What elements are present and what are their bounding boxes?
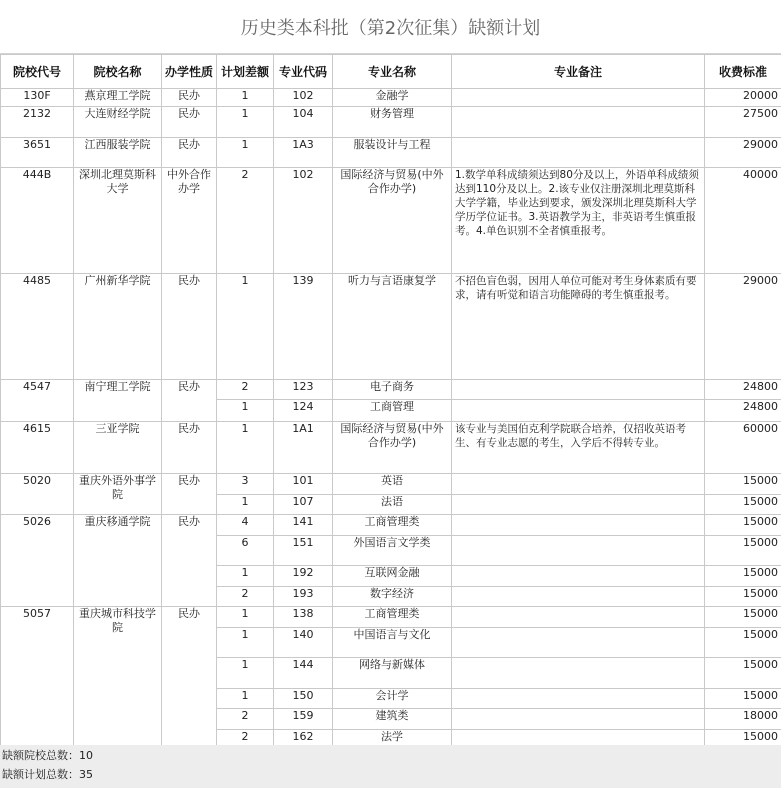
cell-plan-gap: 1	[217, 138, 274, 168]
cell-major-name: 金融学	[333, 89, 452, 107]
cell-major-name: 工商管理类	[333, 607, 452, 628]
cell-major-code: 1A1	[274, 422, 333, 474]
cell-fee: 29000	[705, 274, 781, 380]
summary-footer	[0, 745, 781, 788]
table-row	[1, 515, 781, 536]
cell-plan-gap: 2	[217, 168, 274, 274]
cell-major-note: 不招色盲色弱，因用人单位可能对考生身体素质有要求，请有听觉和语言功能障碍的考生慎重报考。	[452, 274, 705, 380]
cell-plan-gap: 3	[217, 474, 274, 495]
cell-fee: 27500	[705, 107, 781, 138]
cell-school-name: 大连财经学院	[74, 107, 162, 138]
cell-major-name: 会计学	[333, 689, 452, 709]
cell-major-note	[452, 607, 705, 628]
cell-major-code: 192	[274, 566, 333, 587]
cell-school-code: 5020	[1, 474, 74, 515]
cell-major-code: 138	[274, 607, 333, 628]
cell-plan-gap: 1	[217, 628, 274, 658]
cell-fee: 24800	[705, 400, 781, 422]
cell-fee: 20000	[705, 89, 781, 107]
header-school-code: 院校代号	[1, 55, 74, 89]
cell-major-code: 107	[274, 495, 333, 515]
cell-fee: 15000	[705, 566, 781, 587]
cell-major-name: 听力与言语康复学	[333, 274, 452, 380]
cell-school-name: 重庆移通学院	[74, 515, 162, 607]
cell-fee: 15000	[705, 607, 781, 628]
cell-school-type: 民办	[162, 274, 217, 380]
cell-major-note	[452, 107, 705, 138]
cell-major-note	[452, 138, 705, 168]
cell-major-name: 互联网金融	[333, 566, 452, 587]
cell-fee: 18000	[705, 709, 781, 730]
header-major-name: 专业名称	[333, 55, 452, 89]
header-major-code: 专业代码	[274, 55, 333, 89]
table-row	[1, 422, 781, 474]
cell-major-name: 数字经济	[333, 587, 452, 607]
cell-major-note	[452, 658, 705, 689]
table-row	[1, 474, 781, 495]
cell-major-code: 151	[274, 536, 333, 566]
cell-major-name: 外国语言文学类	[333, 536, 452, 566]
cell-major-name: 建筑类	[333, 709, 452, 730]
table-row	[1, 274, 781, 380]
cell-plan-gap: 1	[217, 422, 274, 474]
cell-major-note	[452, 689, 705, 709]
cell-major-name: 中国语言与文化	[333, 628, 452, 658]
cell-major-note	[452, 380, 705, 400]
cell-fee: 15000	[705, 474, 781, 495]
cell-major-code: 159	[274, 709, 333, 730]
cell-fee: 60000	[705, 422, 781, 474]
cell-major-note	[452, 495, 705, 515]
cell-major-code: 124	[274, 400, 333, 422]
cell-major-name: 国际经济与贸易(中外合作办学)	[333, 168, 452, 274]
cell-school-name: 燕京理工学院	[74, 89, 162, 107]
header-school-type: 办学性质	[162, 55, 217, 89]
header-major-note: 专业备注	[452, 55, 705, 89]
cell-school-code: 4547	[1, 380, 74, 422]
cell-major-code: 123	[274, 380, 333, 400]
cell-fee: 15000	[705, 587, 781, 607]
cell-plan-gap: 2	[217, 730, 274, 749]
cell-major-name: 财务管理	[333, 107, 452, 138]
table-row	[1, 380, 781, 400]
cell-major-note	[452, 628, 705, 658]
cell-plan-gap: 2	[217, 709, 274, 730]
table-row	[1, 107, 781, 138]
cell-major-code: 1A3	[274, 138, 333, 168]
header-plan-gap: 计划差额	[217, 55, 274, 89]
cell-school-name: 重庆城市科技学院	[74, 607, 162, 749]
cell-fee: 40000	[705, 168, 781, 274]
cell-major-note	[452, 515, 705, 536]
cell-school-type: 民办	[162, 515, 217, 607]
cell-plan-gap: 2	[217, 380, 274, 400]
header-fee: 收费标准	[705, 55, 781, 89]
cell-plan-gap: 1	[217, 495, 274, 515]
cell-major-code: 104	[274, 107, 333, 138]
cell-school-code: 5026	[1, 515, 74, 607]
plans-total: 缺额计划总数：35	[2, 768, 93, 781]
cell-plan-gap: 6	[217, 536, 274, 566]
cell-school-type: 民办	[162, 474, 217, 515]
cell-plan-gap: 1	[217, 89, 274, 107]
table-header-row	[1, 55, 781, 89]
cell-school-code: 5057	[1, 607, 74, 749]
cell-plan-gap: 2	[217, 587, 274, 607]
cell-major-note: 1.数学单科成绩须达到80分及以上，外语单科成绩须达到110分及以上。2.该专业仅注册深圳北理莫斯科大学学籍，毕业达到要求，颁发深圳北理莫斯科大学学历学位证书。3.英语教学为主，非英语考生慎重报考。4.单色识别不全者慎重报考。	[452, 168, 705, 274]
cell-school-code: 444B	[1, 168, 74, 274]
cell-major-name: 服装设计与工程	[333, 138, 452, 168]
cell-fee: 15000	[705, 515, 781, 536]
cell-major-name: 法学	[333, 730, 452, 749]
cell-school-code: 4615	[1, 422, 74, 474]
cell-school-code: 4485	[1, 274, 74, 380]
table-row	[1, 89, 781, 107]
cell-plan-gap: 1	[217, 658, 274, 689]
cell-fee: 15000	[705, 536, 781, 566]
cell-fee: 29000	[705, 138, 781, 168]
cell-major-name: 工商管理	[333, 400, 452, 422]
page-title: 历史类本科批（第2次征集）缺额计划	[0, 0, 781, 54]
cell-school-code: 130F	[1, 89, 74, 107]
cell-major-code: 144	[274, 658, 333, 689]
cell-school-name: 深圳北理莫斯科大学	[74, 168, 162, 274]
header-school-name: 院校名称	[74, 55, 162, 89]
cell-fee: 15000	[705, 689, 781, 709]
cell-plan-gap: 4	[217, 515, 274, 536]
cell-fee: 15000	[705, 628, 781, 658]
cell-school-type: 民办	[162, 107, 217, 138]
cell-major-code: 193	[274, 587, 333, 607]
cell-major-code: 101	[274, 474, 333, 495]
cell-fee: 15000	[705, 658, 781, 689]
cell-school-name: 三亚学院	[74, 422, 162, 474]
cell-major-note	[452, 536, 705, 566]
cell-plan-gap: 1	[217, 566, 274, 587]
cell-major-note	[452, 474, 705, 495]
cell-major-name: 工商管理类	[333, 515, 452, 536]
cell-school-name: 重庆外语外事学院	[74, 474, 162, 515]
plan-table	[0, 54, 781, 749]
cell-major-code: 150	[274, 689, 333, 709]
cell-major-name: 电子商务	[333, 380, 452, 400]
cell-school-type: 民办	[162, 89, 217, 107]
cell-plan-gap: 1	[217, 689, 274, 709]
cell-school-code: 2132	[1, 107, 74, 138]
cell-major-note	[452, 400, 705, 422]
cell-major-code: 102	[274, 168, 333, 274]
cell-major-note: 该专业与美国伯克利学院联合培养，仅招收英语考生、有专业志愿的考生，入学后不得转专业。	[452, 422, 705, 474]
table-row	[1, 138, 781, 168]
cell-major-name: 英语	[333, 474, 452, 495]
cell-plan-gap: 1	[217, 274, 274, 380]
cell-major-code: 162	[274, 730, 333, 749]
cell-school-name: 南宁理工学院	[74, 380, 162, 422]
cell-major-code: 141	[274, 515, 333, 536]
cell-fee: 15000	[705, 495, 781, 515]
cell-major-note	[452, 587, 705, 607]
cell-major-note	[452, 89, 705, 107]
cell-major-code: 102	[274, 89, 333, 107]
cell-school-type: 中外合作办学	[162, 168, 217, 274]
cell-school-code: 3651	[1, 138, 74, 168]
cell-school-type: 民办	[162, 607, 217, 749]
table-row	[1, 607, 781, 628]
cell-major-code: 140	[274, 628, 333, 658]
cell-major-note	[452, 566, 705, 587]
cell-school-type: 民办	[162, 422, 217, 474]
cell-school-name: 广州新华学院	[74, 274, 162, 380]
cell-major-note	[452, 709, 705, 730]
cell-school-name: 江西服装学院	[74, 138, 162, 168]
cell-major-name: 网络与新媒体	[333, 658, 452, 689]
table-row	[1, 168, 781, 274]
cell-school-type: 民办	[162, 380, 217, 422]
cell-major-code: 139	[274, 274, 333, 380]
cell-plan-gap: 1	[217, 107, 274, 138]
cell-plan-gap: 1	[217, 607, 274, 628]
cell-major-name: 法语	[333, 495, 452, 515]
cell-plan-gap: 1	[217, 400, 274, 422]
cell-school-type: 民办	[162, 138, 217, 168]
schools-total: 缺额院校总数：10	[2, 749, 93, 762]
cell-major-name: 国际经济与贸易(中外合作办学)	[333, 422, 452, 474]
cell-fee: 24800	[705, 380, 781, 400]
cell-fee: 15000	[705, 730, 781, 749]
